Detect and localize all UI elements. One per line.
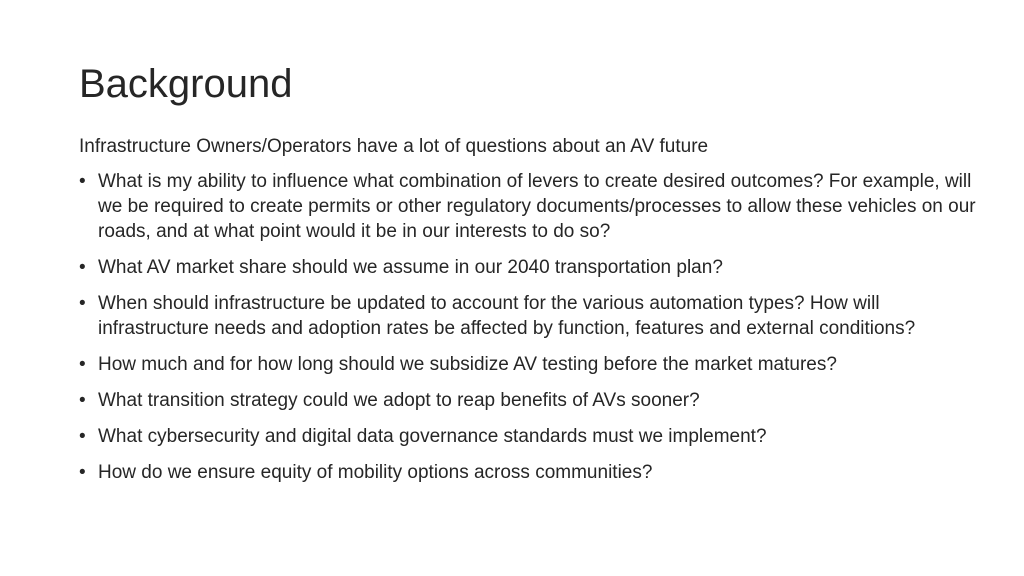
bullet-item (79, 460, 979, 485)
bullet-icon: • (79, 257, 86, 278)
bullet-item (79, 352, 979, 377)
bullet-text: When should infrastructure be updated to account for the various automation types? How will infrastructure needs and adoption rates be affected by function, features and external conditions? (98, 293, 916, 339)
bullet-item (79, 255, 979, 280)
bullet-text: How do we ensure equity of mobility options across communities? (98, 462, 653, 483)
bullet-icon: • (79, 426, 86, 447)
bullet-icon: • (79, 293, 86, 314)
bullet-item (79, 291, 979, 341)
bullet-icon: • (79, 462, 86, 483)
intro-text: Infrastructure Owners/Operators have a lot of questions about an AV future (79, 136, 709, 157)
bullet-text: What cybersecurity and digital data governance standards must we implement? (98, 426, 767, 447)
bullet-icon: • (79, 171, 86, 192)
bullet-icon: • (79, 354, 86, 375)
bullet-icon: • (79, 390, 86, 411)
bullet-item (79, 388, 979, 413)
bullet-item (79, 424, 979, 449)
bullet-text: What transition strategy could we adopt to reap benefits of AVs sooner? (98, 390, 700, 411)
bullet-item (79, 169, 979, 244)
bullet-text: What AV market share should we assume in our 2040 transportation plan? (98, 257, 723, 278)
bullet-text: What is my ability to influence what combination of levers to create desired outcomes? For example, will we be required to create permits or other regulatory documents/processes to allow these vehicles on our roads, and at what point would it be in our interests to do so? (98, 171, 976, 242)
slide-title: Background (79, 62, 293, 106)
slide-body (79, 134, 979, 496)
bullet-list (79, 169, 979, 485)
bullet-text: How much and for how long should we subsidize AV testing before the market matures? (98, 354, 837, 375)
